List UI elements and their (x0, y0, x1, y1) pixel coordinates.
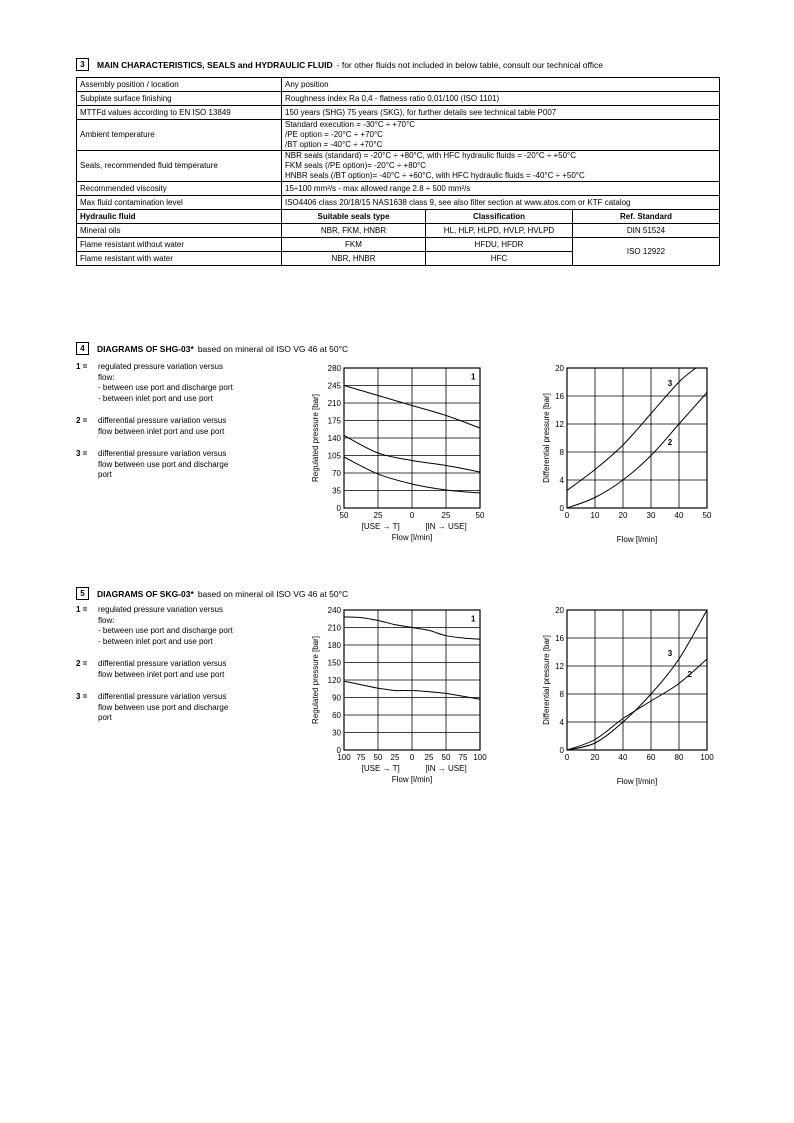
x-tick-label: 75 (356, 753, 366, 762)
column-header: Hydraulic fluid (77, 210, 282, 224)
legend-key: 3 = (76, 449, 88, 458)
fluid-header-row (77, 210, 720, 224)
section-4-header (76, 342, 348, 355)
x-tick-label: 50 (373, 753, 383, 762)
y-tick-label: 16 (555, 392, 564, 401)
y-tick-label: 240 (327, 606, 341, 615)
y-axis-label: Differential pressure [bar] (542, 393, 551, 483)
x-tick-label: 40 (674, 511, 684, 520)
legend-key: 1 = (76, 362, 88, 371)
column-header: Classification (426, 210, 573, 224)
y-tick-label: 0 (559, 746, 564, 755)
legend-text: differential pressure variation versus flow between use port and discharge port (98, 449, 229, 479)
y-tick-label: 8 (559, 690, 564, 699)
section-note: based on mineral oil ISO VG 46 at 50°C (197, 588, 349, 599)
y-axis-label: Regulated pressure [bar] (311, 635, 320, 725)
legend-text: regulated pressure variation versus flow: - between use port and discharge port - between inlet port and use port (98, 362, 233, 403)
shg-differential-pressure-chart (530, 358, 730, 546)
table-row (77, 106, 720, 120)
series-curve-3 (567, 368, 696, 491)
fluid-name: Flame resistant with water (77, 252, 282, 266)
fluid-classification: HFDU, HFDR (426, 238, 573, 252)
table-row (77, 224, 720, 238)
x-axis-label: Flow [l/min] (616, 535, 658, 544)
section-note: based on mineral oil ISO VG 46 at 50°C (197, 343, 349, 354)
row-value: ISO4406 class 20/18/15 NAS1638 class 9, see also filter section at www.atos.com or KTF catalog (282, 196, 720, 210)
y-tick-label: 245 (327, 381, 341, 391)
series-label: 2 (667, 438, 673, 447)
legend-item (76, 659, 276, 680)
y-tick-label: 210 (327, 399, 341, 408)
fluid-name: Mineral oils (77, 224, 282, 238)
skg-differential-pressure-chart (530, 600, 730, 788)
x-tick-label: 20 (618, 511, 628, 520)
x-tick-label: 0 (564, 753, 570, 762)
x-sublabel-left: [USE → T] (361, 764, 400, 773)
section-number: 3 (76, 58, 89, 71)
series-curve-2 (567, 659, 707, 750)
section-3-header (76, 58, 603, 71)
section-title: DIAGRAMS OF SHG-03* (97, 343, 194, 354)
skg-regulated-pressure-chart (300, 600, 500, 788)
row-label: MTTFd values according to EN ISO 13849 (77, 106, 282, 120)
fluid-standard: ISO 12922 (573, 238, 720, 266)
row-label: Max fluid contamination level (77, 196, 282, 210)
x-tick-label: 50 (702, 511, 712, 520)
series-label: 3 (667, 649, 673, 659)
x-tick-label: 100 (700, 753, 714, 762)
column-header: Ref. Standard (573, 210, 720, 224)
section-note: - for other fluids not included in below table, consult our technical office (336, 59, 603, 70)
row-value: Any position (282, 78, 720, 92)
y-axis-label: Differential pressure [bar] (542, 635, 551, 725)
x-tick-label: 50 (339, 511, 349, 520)
section-number: 4 (76, 342, 89, 355)
series-label: 2 (687, 670, 692, 680)
row-value: 150 years (SHG) 75 years (SKG), for further details see technical table P007 (282, 106, 720, 120)
section-title: MAIN CHARACTERISTICS, SEALS and HYDRAULIC FLUID (97, 59, 333, 70)
table-row (77, 120, 720, 151)
x-tick-label: 25 (441, 511, 451, 520)
y-tick-label: 4 (559, 476, 564, 485)
curve-label: 1 (470, 614, 476, 624)
x-tick-label: 10 (590, 511, 600, 520)
table-row (77, 196, 720, 210)
y-tick-label: 0 (336, 504, 341, 513)
x-tick-label: 25 (424, 753, 434, 762)
fluid-seals: FKM (282, 238, 426, 252)
x-tick-label: 100 (337, 753, 351, 762)
y-tick-label: 140 (327, 434, 341, 443)
y-tick-label: 0 (559, 504, 564, 513)
y-tick-label: 210 (327, 623, 341, 633)
y-tick-label: 0 (336, 746, 341, 755)
legend-text: regulated pressure variation versus flow: - between use port and discharge port - between inlet port and use port (98, 605, 233, 646)
row-value: Standard execution = -30°C ÷ +70°C /PE option = -20°C ÷ +70°C /BT option = -40°C ÷ +70°C (282, 120, 720, 151)
legend-item (76, 416, 276, 437)
table-row (77, 182, 720, 196)
x-tick-label: 50 (441, 753, 451, 762)
x-tick-label: 0 (409, 753, 415, 762)
y-tick-label: 8 (559, 448, 564, 457)
x-axis-label: Flow [l/min] (391, 775, 433, 784)
y-tick-label: 4 (559, 718, 564, 727)
x-tick-label: 80 (674, 753, 684, 762)
section-number: 5 (76, 587, 89, 600)
y-tick-label: 150 (327, 658, 341, 668)
fluid-classification: HFC (426, 252, 573, 266)
row-value: 15÷100 mm²/s - max allowed range 2.8 ÷ 500 mm²/s (282, 182, 720, 196)
series-label: 3 (667, 379, 673, 389)
x-axis-label: Flow [l/min] (391, 533, 433, 542)
y-tick-label: 90 (332, 693, 341, 703)
legend-key: 1 = (76, 605, 88, 614)
legend-key: 3 = (76, 692, 88, 701)
row-label: Subplate surface finishing (77, 92, 282, 106)
x-tick-label: 25 (390, 753, 400, 762)
x-tick-label: 20 (590, 753, 600, 762)
x-tick-label: 0 (409, 511, 415, 520)
y-tick-label: 70 (332, 469, 341, 478)
table-row (77, 238, 720, 252)
row-label: Assembly position / location (77, 78, 282, 92)
row-label: Seals, recommended fluid temperature (77, 151, 282, 182)
legend-item (76, 605, 276, 647)
y-tick-label: 12 (555, 662, 564, 671)
x-tick-label: 50 (475, 511, 485, 520)
series-curve-3 (567, 610, 707, 750)
x-axis-label: Flow [l/min] (616, 777, 658, 786)
x-sublabel-right: [IN → USE] (425, 522, 467, 531)
table-row (77, 78, 720, 92)
x-tick-label: 60 (646, 753, 656, 762)
row-label: Recommended viscosity (77, 182, 282, 196)
legend-item (76, 362, 276, 404)
fluid-standard: DIN 51524 (573, 224, 720, 238)
x-tick-label: 40 (618, 753, 628, 762)
y-tick-label: 175 (327, 416, 341, 426)
table-row (77, 151, 720, 182)
y-tick-label: 30 (332, 728, 341, 738)
y-tick-label: 20 (555, 606, 564, 615)
column-header: Suitable seals type (282, 210, 426, 224)
shg-regulated-pressure-chart (300, 358, 500, 546)
curve-label: 1 (470, 372, 476, 382)
characteristics-table (76, 77, 720, 266)
plot-frame (567, 610, 707, 750)
x-tick-label: 75 (458, 753, 468, 762)
x-tick-label: 0 (564, 511, 570, 520)
legend-item (76, 449, 276, 481)
legend-key: 2 = (76, 416, 88, 425)
legend-text: differential pressure variation versus flow between inlet port and use port (98, 659, 227, 679)
series-curve-2 (567, 393, 707, 509)
y-axis-label: Regulated pressure [bar] (311, 393, 320, 483)
table-row (77, 92, 720, 106)
row-value: Roughness index Ra 0,4 - flatness ratio 0,01/100 (ISO 1101) (282, 92, 720, 106)
fluid-classification: HL, HLP, HLPD, HVLP, HVLPD (426, 224, 573, 238)
y-tick-label: 60 (332, 711, 341, 720)
y-tick-label: 105 (327, 451, 341, 461)
x-sublabel-right: [IN → USE] (425, 764, 467, 773)
legend-item (76, 692, 276, 724)
legend-key: 2 = (76, 659, 88, 668)
y-tick-label: 20 (555, 364, 564, 373)
y-tick-label: 280 (327, 364, 341, 373)
section-5-header (76, 587, 348, 600)
section-title: DIAGRAMS OF SKG-03* (97, 588, 194, 599)
y-tick-label: 35 (332, 486, 341, 496)
x-tick-label: 25 (373, 511, 383, 520)
x-sublabel-left: [USE → T] (361, 522, 400, 531)
fluid-name: Flame resistant without water (77, 238, 282, 252)
fluid-seals: NBR, HNBR (282, 252, 426, 266)
y-tick-label: 180 (327, 641, 341, 650)
x-tick-label: 30 (646, 511, 656, 520)
legend-text: differential pressure variation versus flow between use port and discharge port (98, 692, 229, 722)
y-tick-label: 16 (555, 634, 564, 643)
plot-frame (567, 368, 707, 508)
x-tick-label: 100 (473, 753, 487, 762)
y-tick-label: 12 (555, 420, 564, 429)
y-tick-label: 120 (327, 676, 341, 685)
diagram-legend (76, 362, 276, 493)
row-label: Ambient temperature (77, 120, 282, 151)
fluid-seals: NBR, FKM, HNBR (282, 224, 426, 238)
diagram-legend (76, 605, 276, 736)
legend-text: differential pressure variation versus flow between inlet port and use port (98, 416, 227, 436)
row-value: NBR seals (standard) = -20°C ÷ +80°C, with HFC hydraulic fluids = -20°C ÷ +50°C FKM seals (/PE option)= -20°C ÷ +80°C HNBR seals (/BT option)= -40°C ÷ +60°C, with HFC hydraulic fluids = -40°C ÷ +50°C (282, 151, 720, 182)
